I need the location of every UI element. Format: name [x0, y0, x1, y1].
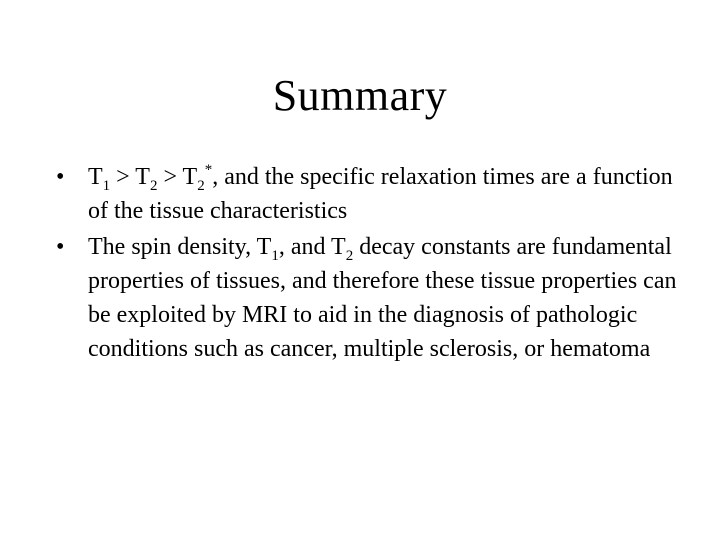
bullet-item-tissue-properties	[56, 230, 696, 366]
slide-title: Summary	[272, 71, 448, 120]
bullet-item-relaxation-order	[56, 160, 696, 228]
bullet-marker: •	[56, 234, 65, 260]
bullet-marker: •	[56, 164, 65, 190]
bullet-text: The spin density, $T_1$, and $T_2$ decay constants are fundamental properties of tissues, and therefore these tissue properties can be exploited by MRI to aid in the diagnosis of pathologic conditions such as cancer, multiple sclerosis, or hematoma	[88, 234, 677, 362]
bullet-list	[56, 160, 696, 368]
bullet-text: $T_1 > T_2 > T_2^*$, and the specific relaxation times are a function of the tissue characteristics	[88, 162, 673, 224]
